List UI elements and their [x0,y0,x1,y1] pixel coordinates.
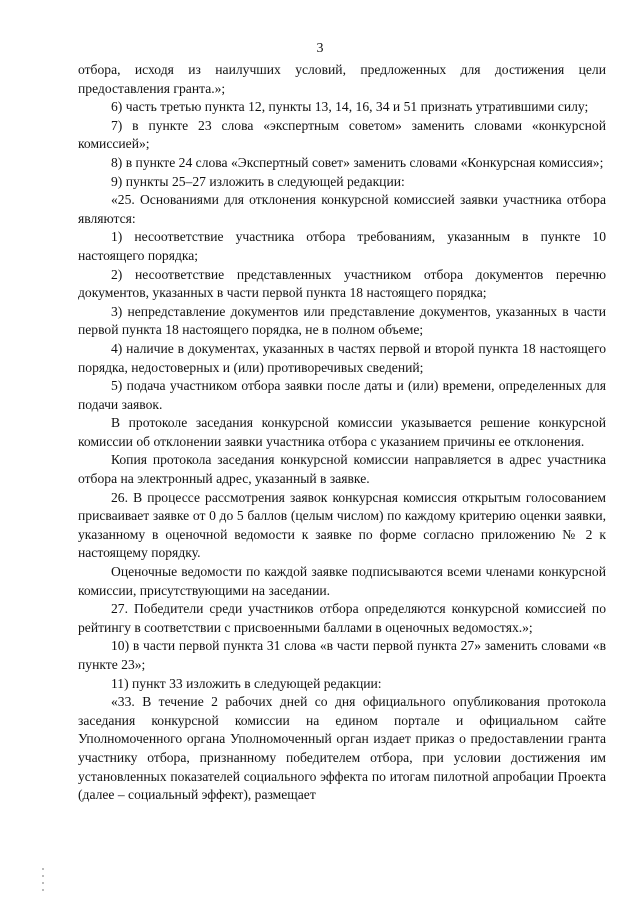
paragraph: 4) наличие в документах, указанных в частях первой и второй пункта 18 настоящего порядка, недостоверных и (или) противоречивых сведений; [78,340,606,375]
paragraph: В протоколе заседания конкурсной комиссии указывается решение конкурсной комиссии об отклонении заявки участника отбора с указанием причины ее отклонения. [78,415,606,449]
paragraph: 1) несоответствие участника отбора требованиям, указанным в пункте 10 настоящего порядка; [78,229,606,263]
paragraph: «25. Основаниями для отклонения конкурсной комиссией заявки участника отбора являются: [78,192,606,226]
paragraph: 8) в пункте 24 слова «Экспертный совет» заменить словами «Конкурсная комиссия»; [111,154,604,170]
paragraph: Оценочные ведомости по каждой заявке подписываются всеми членами конкурсной комиссии, присутствующими на заседании. [78,564,606,598]
paragraph: 11) пункт 33 изложить в следующей редакции: [111,675,382,691]
paragraph: 2) несоответствие представленных участником отбора документов перечню документов, указанных в части первой пункта 18 настоящего порядка; [78,266,606,301]
paragraph: отбора, исходя из наилучших условий, предложенных для достижения цели предоставления гранта.»; [78,62,606,96]
paragraph: 3) непредставление документов или представление документов, указанных в части первой пункта 18 настоящего порядка, не в полном объеме; [78,303,606,338]
paragraph: 7) в пункте 23 слова «экспертным советом» заменить словами «конкурсной комиссией»; [78,117,606,152]
document-body [78,61,606,805]
page-number: 3 [316,41,324,56]
margin-marks [40,868,46,898]
paragraph: 26. В процессе рассмотрения заявок конкурсная комиссия открытым голосованием присваивает заявке от 0 до 5 баллов (целым числом) по каждому критерию оценки заявки, указанному в оценочной ведомости к заявке по форме согласно приложению № 2 к настоящему порядку. [78,489,606,561]
paragraph: Копия протокола заседания конкурсной комиссии направляется в адрес участника отбора на электронный адрес, указанный в заявке. [78,452,606,487]
paragraph: «33. В течение 2 рабочих дней со дня официального опубликования протокола заседания конкурсной комиссии на едином портале и официальном сайте Уполномоченного органа Уполномоченный орган издает приказ о предоставлении гранта участнику отбора, признанному победителем отбора, при условии достижения им установленных показателей социального эффекта по итогам пилотной апробации Проекта (далее – социальный эффект), размещает [78,694,606,803]
paragraph: 5) подача участником отбора заявки после даты и (или) времени, определенных для подачи заявок. [78,378,606,412]
paragraph: 6) часть третью пункта 12, пункты 13, 14, 16, 34 и 51 признать утратившими силу; [111,99,589,115]
paragraph: 9) пункты 25–27 изложить в следующей редакции: [111,173,405,189]
paragraph: 10) в части первой пункта 31 слова «в части первой пункта 27» заменить словами «в пункте 23»; [78,638,606,672]
paragraph: 27. Победители среди участников отбора определяются конкурсной комиссией по рейтингу в соответствии с присвоенными баллами в оценочных ведомостях.»; [78,601,606,635]
